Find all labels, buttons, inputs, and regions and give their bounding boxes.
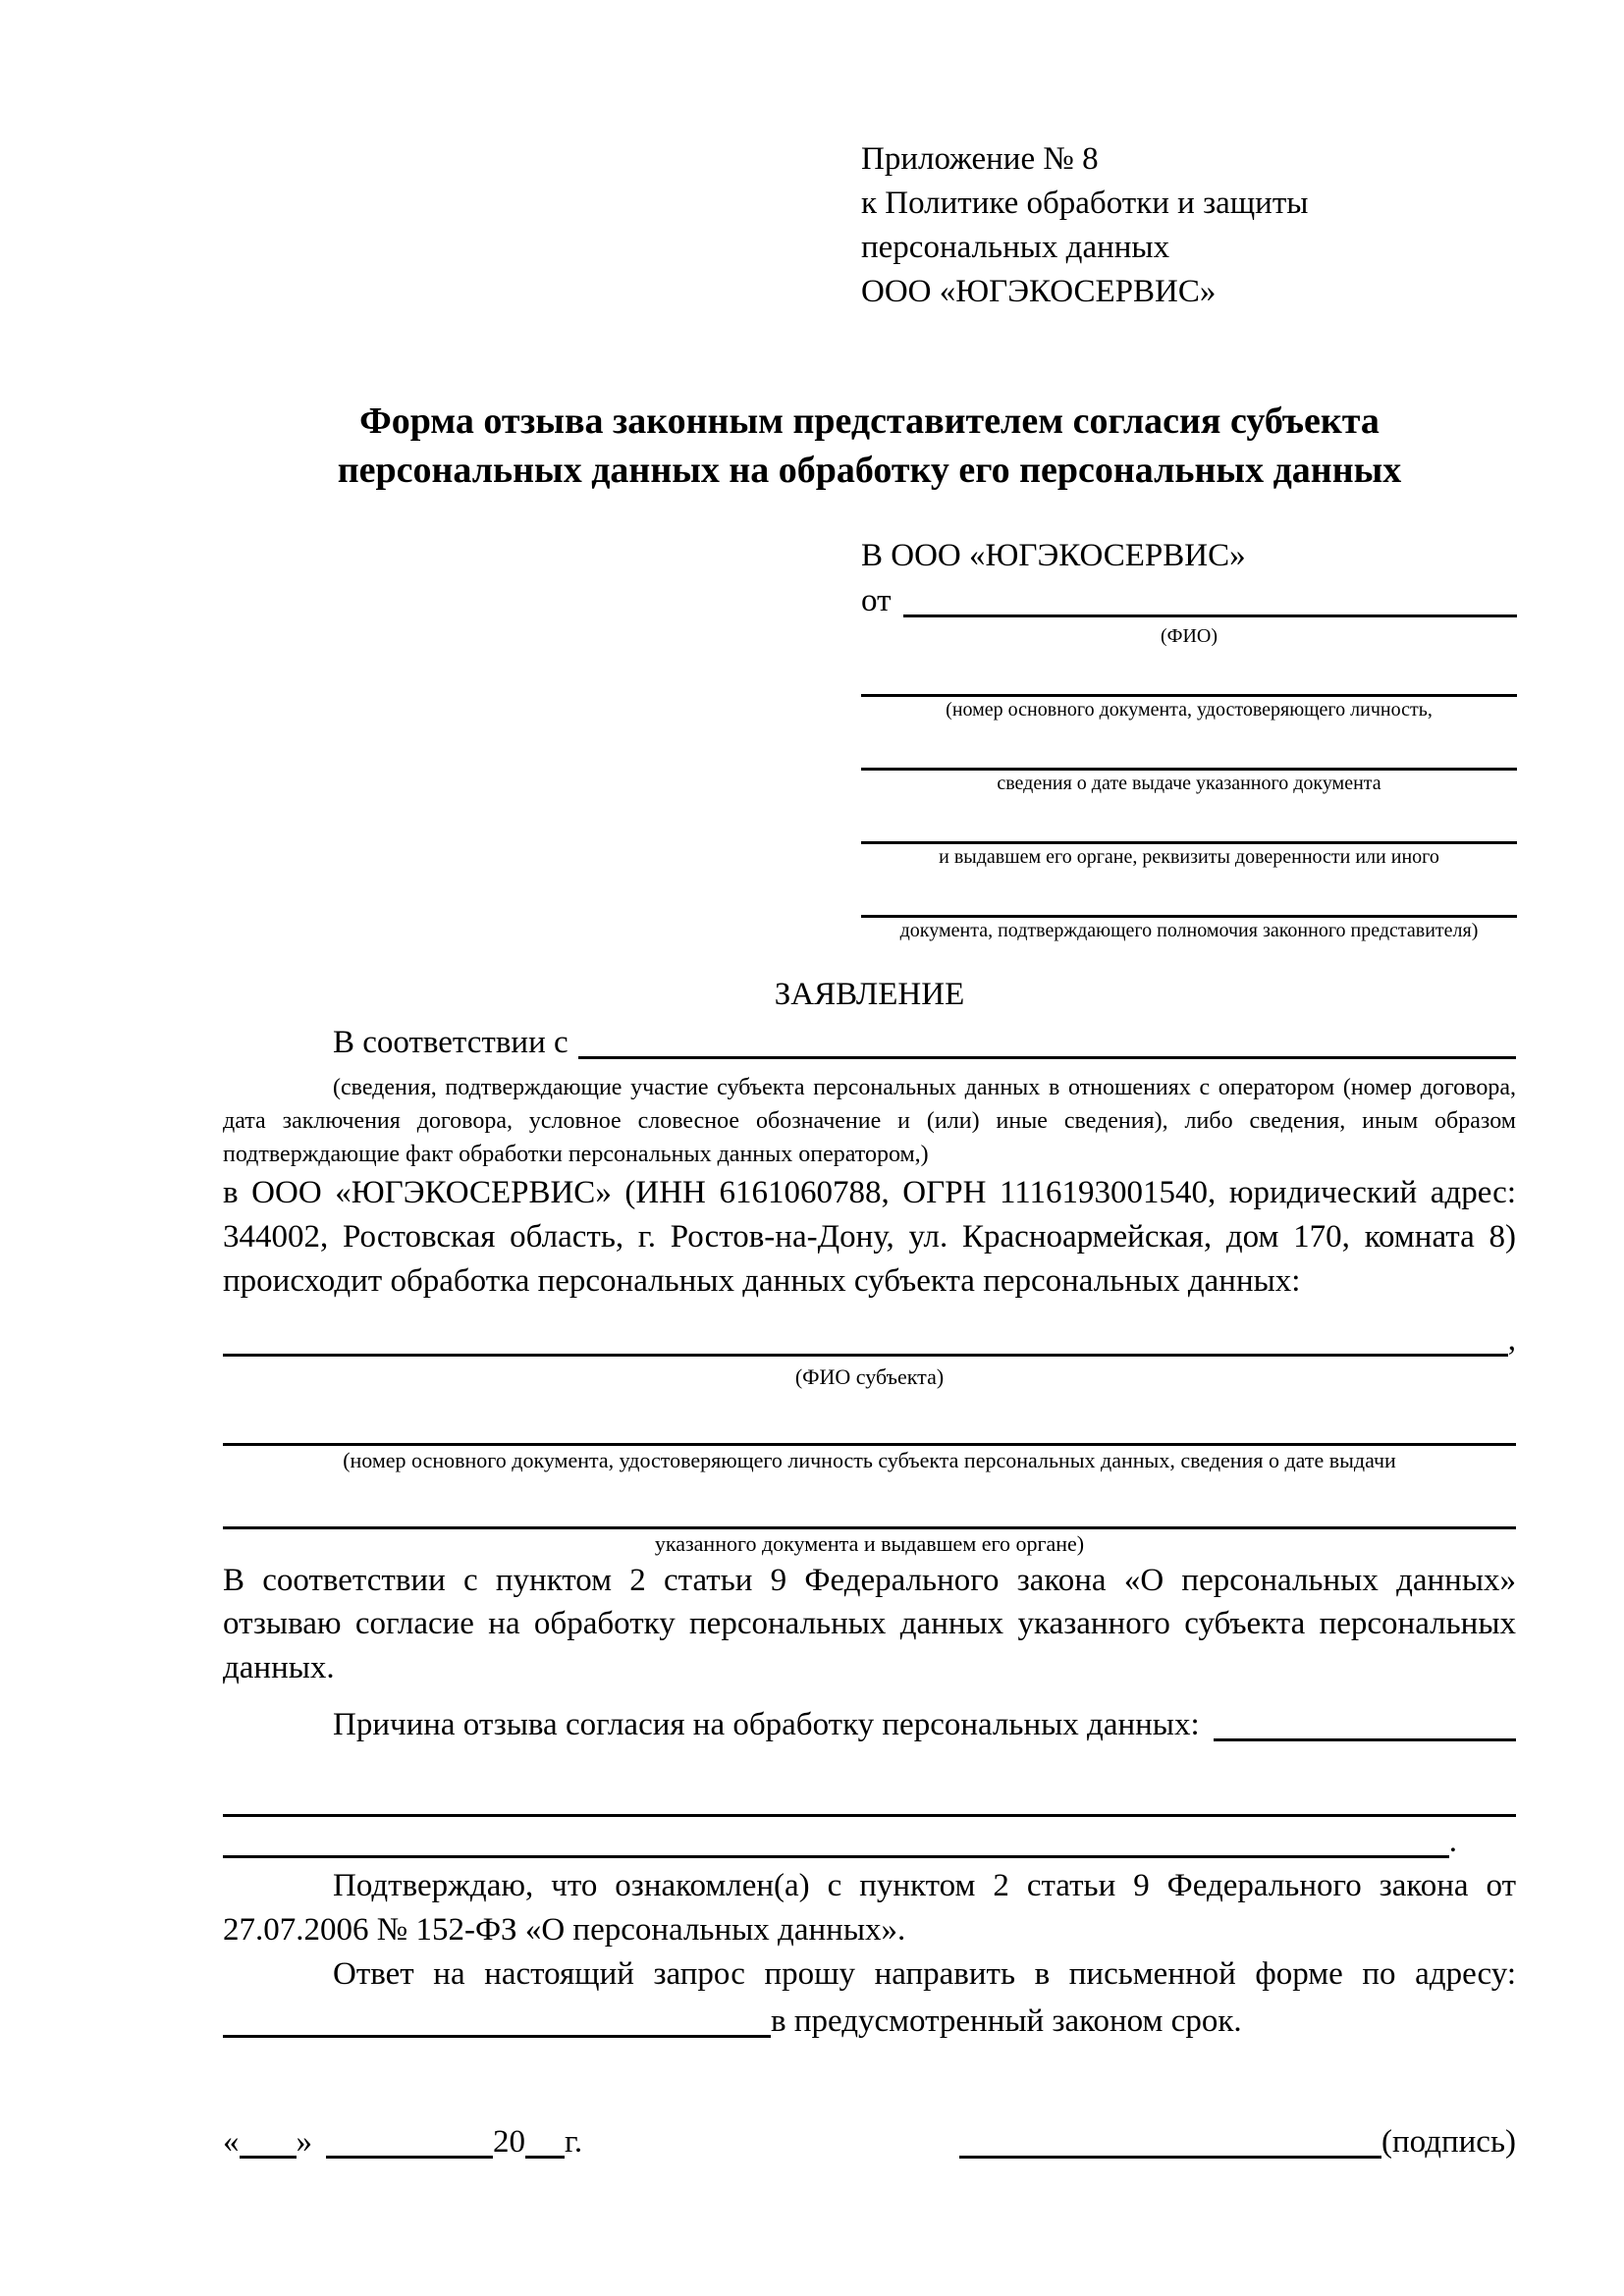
- signature-group: [959, 2120, 1516, 2164]
- from-row: [861, 578, 1517, 623]
- addressee-org: В ООО «ЮГЭКОСЕРВИС»: [861, 538, 1246, 573]
- appendix-line: персональных данных: [861, 230, 1170, 265]
- reason-row: [223, 1698, 1516, 1747]
- appendix-line: Приложение № 8: [861, 141, 1099, 177]
- subject-doc-caption-2: указанного документа и выдавшем его органе): [654, 1530, 1085, 1556]
- address-blank-line: [223, 2031, 771, 2038]
- reason-label: Причина отзыва согласия на обработку персональных данных:: [333, 1707, 1200, 1743]
- issuer-blank-line: [861, 796, 1517, 844]
- accordance-label: В соответствии с: [333, 1025, 568, 1060]
- accordance-blank-line: [578, 1052, 1516, 1059]
- reason-extra-blank-line-2: [223, 1851, 1449, 1858]
- reason-extra-blank-row: [223, 1817, 1457, 1864]
- subject-doc-blank-line: [223, 1392, 1516, 1446]
- subject-doc-caption: (номер основного документа, удостоверяющего личность субъекта персональных данных, сведения о дате выдачи: [343, 1447, 1396, 1472]
- subject-fio-row: [223, 1309, 1516, 1362]
- appendix-line: ООО «ЮГЭКОСЕРВИС»: [861, 274, 1217, 309]
- document-title: [223, 397, 1516, 495]
- date-blank-year: [525, 2152, 565, 2159]
- footer-row: [223, 2120, 1516, 2164]
- quote-open: «: [223, 2123, 240, 2160]
- quote-close: »: [296, 2123, 312, 2160]
- id-doc-blank-line: [861, 649, 1517, 697]
- document-title-line: Форма отзыва законным представителем согласия субъекта: [359, 400, 1380, 442]
- authority-doc-blank-line: [861, 870, 1517, 918]
- trailing-period: .: [1448, 1824, 1457, 1860]
- date-blank-month: [326, 2152, 493, 2159]
- fio-blank-line: [903, 611, 1518, 617]
- confirm-paragraph: Подтверждаю, что ознакомлен(а) с пунктом 2 статьи 9 Федерального закона от 27.07.2006 № 152-ФЗ «О персональных данных».: [223, 1868, 1516, 1948]
- basis-small-note: (сведения, подтверждающие участие субъекта персональных данных в отношениях с оператором (номер договора, дата заключения договора, условное словесное обозначение и (или) иные сведения), либо сведения, иным образом подтверждающие факт обработки персональных данных оператором,): [223, 1074, 1516, 1167]
- from-label: от: [861, 583, 892, 618]
- reason-blank-line: [1214, 1735, 1516, 1741]
- answer-intro: Ответ на настоящий запрос прошу направить в письменной форме по адресу:: [333, 1955, 1516, 1992]
- statement-heading: ЗАЯВЛЕНИЕ: [774, 976, 965, 1012]
- issuer-caption: и выдавшем его органе, реквизиты доверенности или иного: [939, 845, 1439, 868]
- date-blank-day: [240, 2152, 297, 2159]
- issue-date-blank-line: [861, 722, 1517, 771]
- date-group: [223, 2120, 582, 2164]
- signature-caption: (подпись): [1381, 2123, 1516, 2160]
- authority-doc-caption: документа, подтверждающего полномочия законного представителя): [899, 919, 1479, 941]
- accordance-row: [223, 1018, 1516, 1065]
- appendix-line: к Политике обработки и защиты: [861, 186, 1309, 221]
- operator-paragraph: в ООО «ЮГЭКОСЕРВИС» (ИНН 6161060788, ОГРН 1116193001540, юридический адрес: 344002, Ростовская область, г. Ростов-на-Дону, ул. Красноармейская, дом 170, комната 8) происходит обработка персональных данных субъекта персональных данных:: [223, 1174, 1516, 1299]
- document-title-line: персональных данных на обработку его персональных данных: [337, 450, 1402, 491]
- withdrawal-paragraph: В соответствии с пунктом 2 статьи 9 Федерального закона «О персональных данных» отзываю согласие на обработку персональных данных указанного субъекта персональных данных.: [223, 1562, 1516, 1686]
- appendix-note: [861, 137, 1516, 314]
- reason-extra-blank-line: [223, 1771, 1516, 1817]
- answer-tail: в предусмотренный законом срок.: [771, 2002, 1242, 2039]
- id-doc-caption: (номер основного документа, удостоверяющего личность,: [946, 698, 1433, 721]
- addressee-block: [861, 534, 1517, 943]
- year-suffix: г.: [565, 2123, 583, 2160]
- answer-row: [223, 1997, 1516, 2044]
- subject-fio-blank-line: [223, 1350, 1508, 1357]
- subject-doc-blank-line-2: [223, 1475, 1516, 1529]
- subject-fio-caption: (ФИО субъекта): [794, 1363, 945, 1389]
- year-prefix: 20: [493, 2123, 525, 2160]
- fio-caption: (ФИО): [1160, 624, 1218, 647]
- issue-date-caption: сведения о дате выдаче указанного документа: [997, 772, 1381, 794]
- signature-blank-line: [959, 2152, 1381, 2159]
- trailing-comma: ,: [1507, 1321, 1516, 1358]
